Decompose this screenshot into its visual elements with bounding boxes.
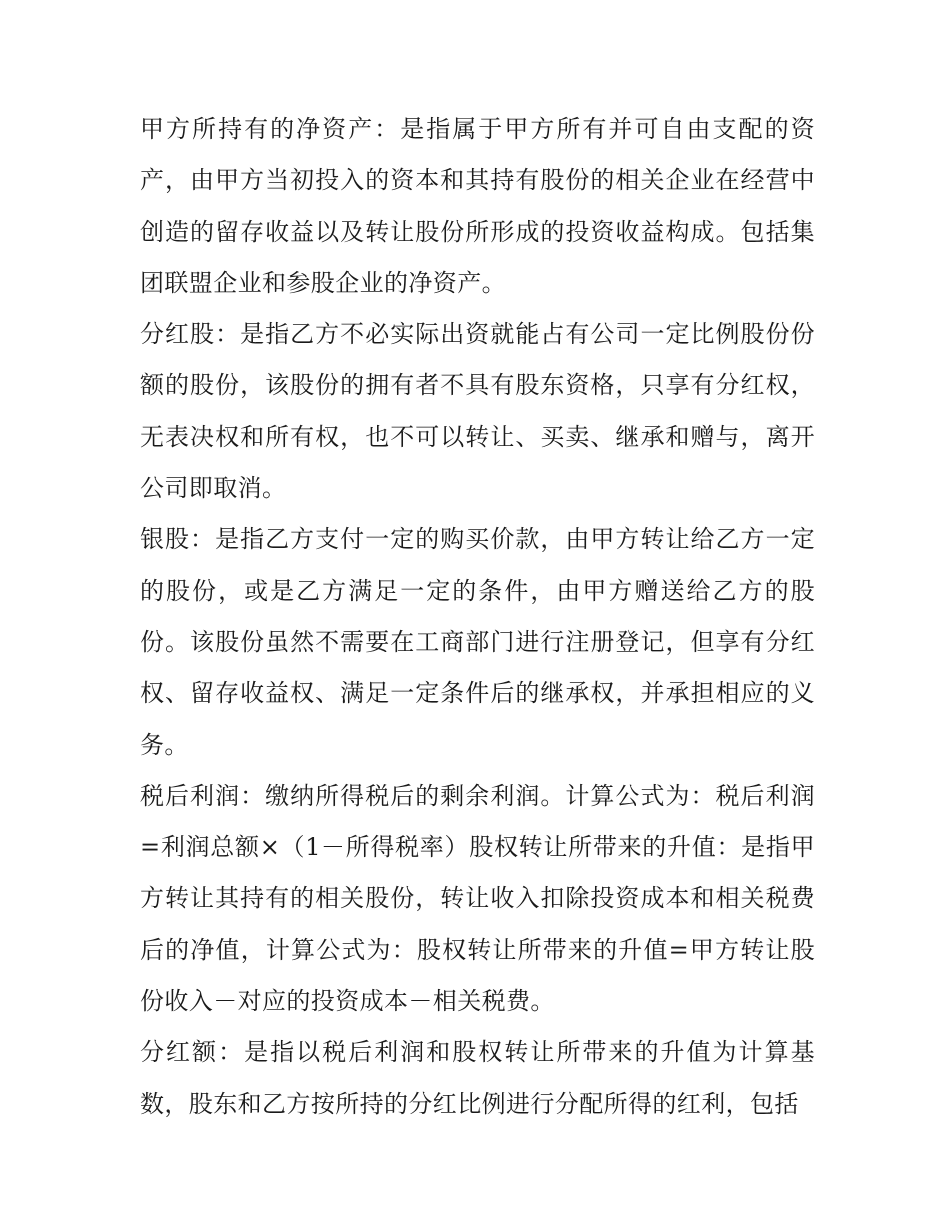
paragraph-after-tax-profit: 税后利润：缴纳所得税后的剩余利润。计算公式为：税后利润=利润总额×（1－所得税率）股权转让所带来的升值：是指甲方转让其持有的相关股份，转让收入扣除投资成本和相关税费后的净值，计算公式为：股权转让所带来的升值=甲方转让股份收入－对应的投资成本－相关税费。 [140, 781, 815, 1016]
document-body [140, 104, 815, 1130]
paragraph-net-assets: 甲方所持有的净资产：是指属于甲方所有并可自由支配的资产，由甲方当初投入的资本和其持有股份的相关企业在经营中创造的留存收益以及转让股份所形成的投资收益构成。包括集团联盟企业和参股企业的净资产。 [140, 115, 815, 297]
paragraph-dividend-amount: 分红额：是指以税后利润和股权转让所带来的升值为计算基数，股东和乙方按所持的分红比例进行分配所得的红利，包括 [140, 1038, 815, 1118]
paragraph-silver-shares: 银股：是指乙方支付一定的购买价款，由甲方转让给乙方一定的股份，或是乙方满足一定的条件，由甲方赠送给乙方的股份。该股份虽然不需要在工商部门进行注册登记，但享有分红权、留存收益权、满足一定条件后的继承权，并承担相应的义务。 [140, 525, 815, 759]
paragraph-dividend-shares: 分红股：是指乙方不必实际出资就能占有公司一定比例股份份额的股份，该股份的拥有者不具有股东资格，只享有分红权，无表决权和所有权，也不可以转让、买卖、继承和赠与，离开公司即取消。 [140, 320, 815, 503]
